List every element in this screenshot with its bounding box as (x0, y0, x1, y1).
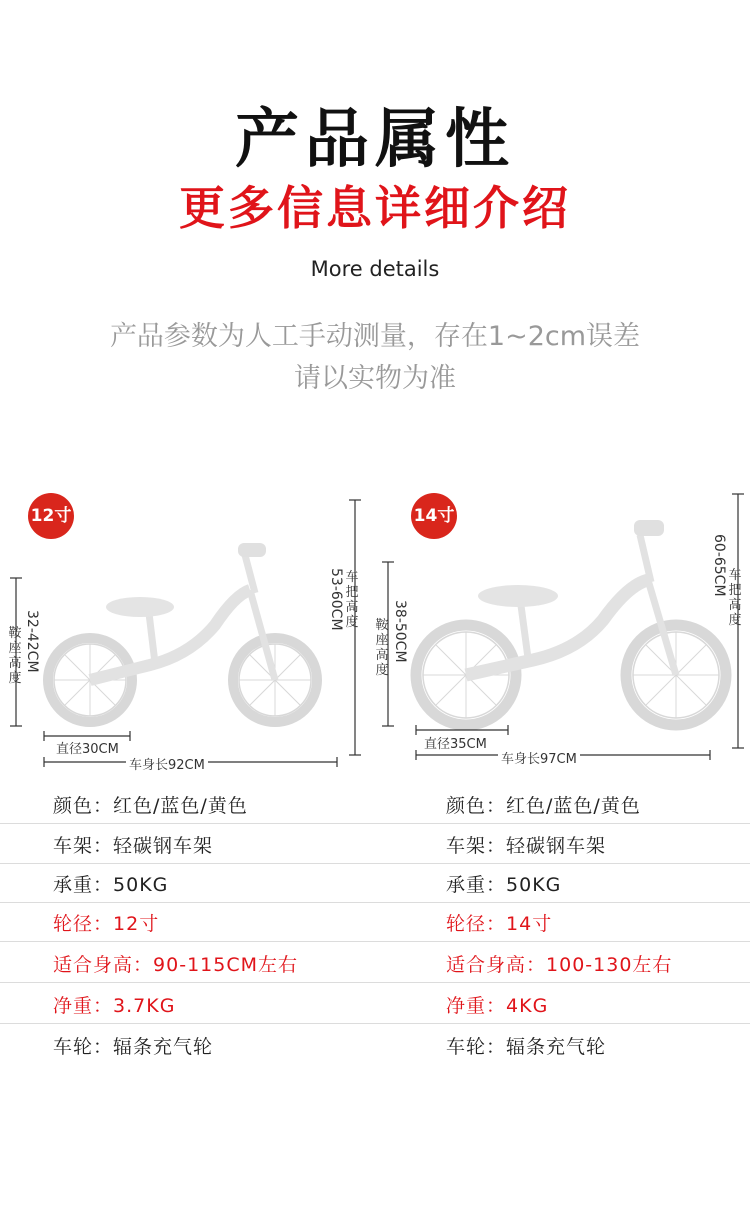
spec-label: 车轮 (53, 1036, 94, 1058)
spec-label: 颜色 (53, 795, 94, 817)
spec-value: 红色/蓝色/黄色 (113, 795, 248, 817)
spec-label: 净重 (446, 995, 487, 1017)
spec-label: 承重 (446, 874, 487, 896)
spec-separator: ： (93, 835, 114, 857)
spec-value: 辐条充气轮 (113, 1036, 214, 1058)
size-badge-14: 14寸 (411, 493, 457, 539)
spec-value: 轻碳钢车架 (506, 835, 607, 857)
size-badge-12: 12寸 (28, 493, 74, 539)
dimension-lines-12 (0, 490, 370, 775)
spec-separator: ： (93, 795, 114, 817)
spec-value: 3.7KG (113, 995, 176, 1017)
spec-left-1 (53, 831, 213, 858)
body-length-12: 车身长92CM (126, 754, 208, 773)
page-title: 产品属性 (235, 103, 515, 177)
spec-label: 轮径 (446, 913, 487, 935)
spec-label: 适合身高 (446, 954, 527, 976)
spec-value: 红色/蓝色/黄色 (506, 795, 641, 817)
seat-height-value-12: 32-42CM (24, 610, 40, 673)
spec-label: 车架 (53, 835, 94, 857)
spec-label: 轮径 (53, 913, 94, 935)
spec-right-0 (446, 791, 641, 818)
spec-separator: ： (486, 795, 507, 817)
spec-label: 适合身高 (53, 954, 134, 976)
spec-right-4 (446, 950, 672, 977)
spec-value: 50KG (506, 874, 562, 896)
wheel-diameter-14: 直径35CM (424, 737, 487, 752)
wheel-diameter-12: 直径30CM (56, 742, 119, 757)
spec-label: 车轮 (446, 1036, 487, 1058)
spec-separator: ： (93, 1036, 114, 1058)
spec-value: 辐条充气轮 (506, 1036, 607, 1058)
spec-label: 颜色 (446, 795, 487, 817)
spec-separator: ： (526, 954, 547, 976)
spec-separator: ： (486, 995, 507, 1017)
spec-value: 4KG (506, 995, 549, 1017)
spec-separator: ： (93, 995, 114, 1017)
spec-row (0, 862, 750, 903)
seat-height-label-14: 鞍座高度 (375, 618, 389, 678)
spec-separator: ： (133, 954, 154, 976)
spec-right-2 (446, 870, 561, 897)
spec-right-1 (446, 831, 606, 858)
english-caption: More details (310, 257, 440, 281)
spec-value: 50KG (113, 874, 169, 896)
spec-row (0, 1024, 750, 1064)
spec-separator: ： (486, 835, 507, 857)
spec-separator: ： (486, 1036, 507, 1058)
measurement-note: 产品参数为人工手动测量，存在1~2cm误差 (109, 321, 641, 352)
spec-value: 90-115CM左右 (153, 954, 298, 976)
spec-left-2 (53, 870, 168, 897)
spec-separator: ： (486, 874, 507, 896)
spec-left-0 (53, 791, 248, 818)
spec-value: 轻碳钢车架 (113, 835, 214, 857)
spec-value: 100-130左右 (546, 954, 673, 976)
spec-row (0, 942, 750, 983)
spec-right-3 (446, 909, 552, 936)
spec-row (0, 901, 750, 942)
spec-row (0, 983, 750, 1024)
seat-height-label-12: 鞍座高度 (8, 626, 22, 686)
spec-label: 承重 (53, 874, 94, 896)
handle-height-value-12: 53-60CM (328, 568, 344, 631)
spec-value: 14寸 (506, 913, 553, 935)
spec-right-6 (446, 1032, 606, 1059)
spec-row (0, 783, 750, 824)
page-subtitle: 更多信息详细介绍 (179, 181, 571, 235)
handle-height-label-14: 车把高度 (728, 568, 742, 628)
spec-separator: ： (486, 913, 507, 935)
spec-separator: ： (93, 913, 114, 935)
handle-height-label-12: 车把高度 (345, 570, 359, 630)
measurement-note-2: 请以实物为准 (294, 363, 456, 394)
spec-right-5 (446, 991, 548, 1018)
spec-label: 车架 (446, 835, 487, 857)
spec-separator: ： (93, 874, 114, 896)
spec-label: 净重 (53, 995, 94, 1017)
spec-left-5 (53, 991, 175, 1018)
spec-left-4 (53, 950, 298, 977)
spec-value: 12寸 (113, 913, 160, 935)
spec-left-3 (53, 909, 159, 936)
spec-left-6 (53, 1032, 213, 1059)
handle-height-value-14: 60-65CM (711, 534, 727, 597)
spec-row (0, 823, 750, 864)
body-length-14: 车身长97CM (498, 748, 580, 767)
seat-height-value-14: 38-50CM (392, 600, 408, 663)
